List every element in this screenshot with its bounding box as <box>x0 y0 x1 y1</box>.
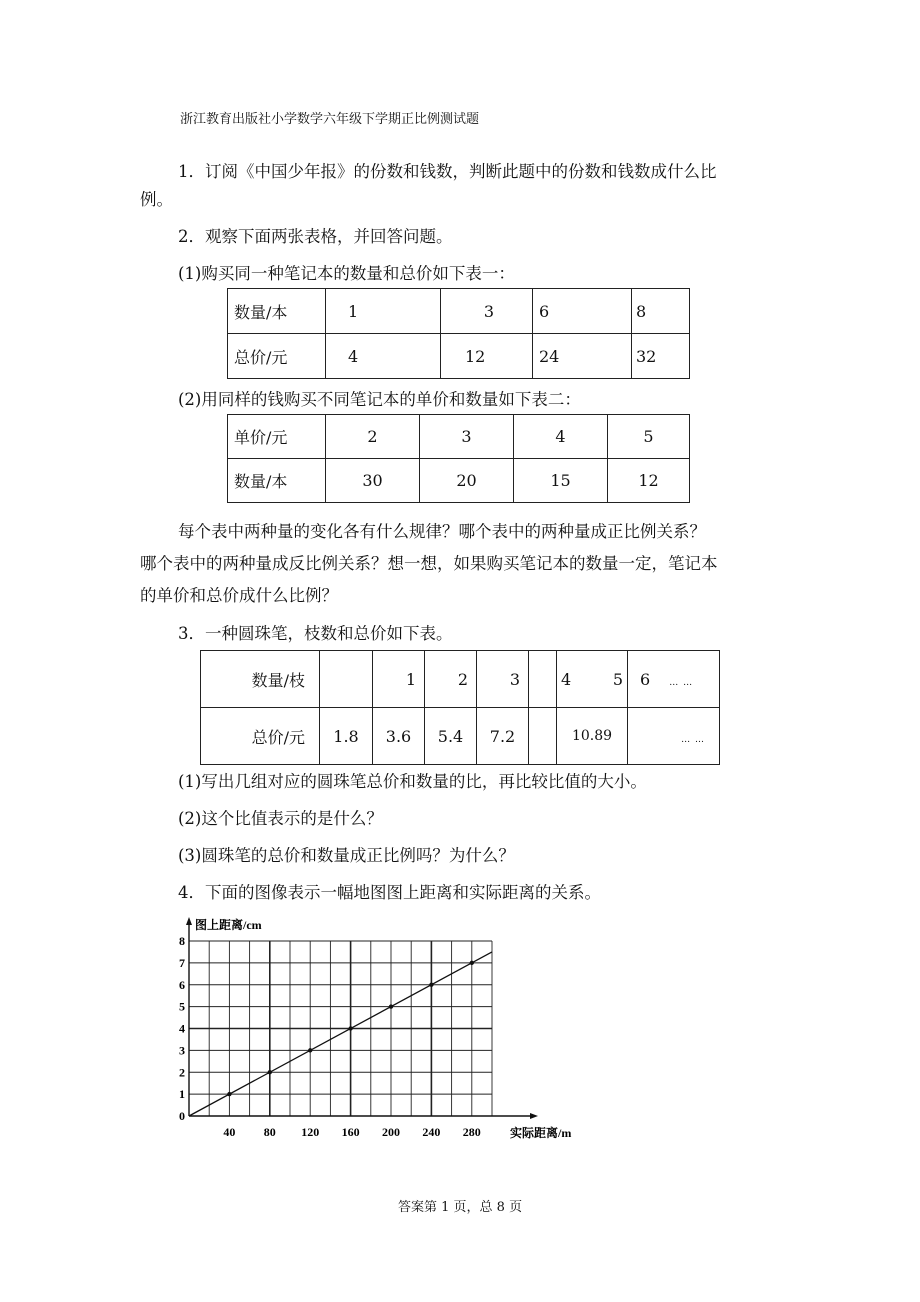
pen-price-table <box>200 650 720 765</box>
y-axis-arrow <box>186 917 192 925</box>
table-cell: 单价/元 <box>228 415 326 459</box>
table-cell: 20 <box>420 459 514 503</box>
table-cell: 3 <box>441 289 533 334</box>
table-cell: 30 <box>326 459 420 503</box>
table-cell: 5 <box>608 415 690 459</box>
q4-intro: 4．下面的图像表示一幅地图图上距离和实际距离的关系。 <box>178 883 601 902</box>
table-cell: 1 <box>326 289 441 334</box>
table-cell: 12 <box>441 334 533 379</box>
y-tick-label: 4 <box>179 1021 185 1036</box>
table-cell <box>529 651 557 708</box>
ellipsis: … … <box>681 734 705 745</box>
data-point <box>227 1092 231 1096</box>
table-row <box>228 334 690 379</box>
table-cell: 1.8 <box>320 708 373 765</box>
y-tick-label: 8 <box>179 934 185 948</box>
table-cell: 2 <box>425 651 477 708</box>
table-cell-value: 4 <box>561 669 572 689</box>
table-cell: 24 <box>533 334 632 379</box>
x-axis-label: 实际距离/m <box>510 1126 572 1140</box>
q2-sub2: (2)用同样的钱购买不同笔记本的单价和数量如下表二： <box>178 390 581 409</box>
table-cell <box>628 708 720 765</box>
table-cell: 12 <box>608 459 690 503</box>
q3-intro: 3．一种圆珠笔，枝数和总价如下表。 <box>178 624 453 643</box>
table-cell: 数量/本 <box>228 459 326 503</box>
ellipsis: … … <box>669 677 694 688</box>
x-tick-label: 80 <box>263 1125 276 1139</box>
table-cell <box>320 651 373 708</box>
table-cell: 3 <box>477 651 529 708</box>
table-cell-value: 5 <box>612 669 623 689</box>
table-cell: 15 <box>514 459 608 503</box>
x-tick-label: 280 <box>462 1125 481 1139</box>
x-tick-label: 200 <box>382 1125 400 1139</box>
series-line <box>189 952 492 1116</box>
table-cell: 5.4 <box>425 708 477 765</box>
table-cell: 4 <box>514 415 608 459</box>
data-point <box>268 1070 272 1074</box>
q1-text-line2: 例。 <box>140 190 173 209</box>
q2-question-line1: 每个表中两种量的变化各有什么规律？哪个表中的两种量成正比例关系？ <box>178 522 706 541</box>
table-row <box>228 415 690 459</box>
data-point <box>389 1004 393 1008</box>
table-cell: 1 <box>373 651 425 708</box>
q2-question-line2: 哪个表中的两种量成反比例关系？想一想，如果购买笔记本的数量一定，笔记本 <box>140 554 718 573</box>
notebook-price-table <box>227 288 690 379</box>
table-row <box>201 708 720 765</box>
document-header: 浙江教育出版社小学数学六年级下学期正比例测试题 <box>180 112 480 127</box>
q3-sub2: (2)这个比值表示的是什么？ <box>178 809 383 828</box>
data-point <box>470 961 474 965</box>
y-axis-label: 图上距离/cm <box>195 918 262 932</box>
x-axis-arrow <box>530 1113 538 1119</box>
table-row <box>201 651 720 708</box>
y-tick-label: 5 <box>179 999 185 1014</box>
table-row <box>228 459 690 503</box>
x-tick-label: 40 <box>223 1125 236 1139</box>
page-footer: 答案第 1 页，总 8 页 <box>398 1200 523 1215</box>
q2-sub1: (1)购买同一种笔记本的数量和总价如下表一： <box>178 264 515 283</box>
data-point <box>429 983 433 987</box>
table-row <box>228 289 690 334</box>
y-tick-label: 1 <box>179 1087 185 1102</box>
table-cell <box>628 651 720 708</box>
table-cell <box>529 708 557 765</box>
q1-text-line1: 1．订阅《中国少年报》的份数和钱数，判断此题中的份数和钱数成什么比 <box>178 162 717 181</box>
y-tick-label: 0 <box>179 1109 185 1123</box>
x-tick-label: 240 <box>422 1125 441 1139</box>
y-tick-label: 7 <box>179 955 185 970</box>
y-tick-label: 6 <box>179 977 185 992</box>
unit-price-table <box>227 414 690 503</box>
table-cell: 4 <box>326 334 441 379</box>
table-cell: 3.6 <box>373 708 425 765</box>
table-cell: 10.89 <box>557 708 628 765</box>
table-cell: 6 <box>533 289 632 334</box>
q2-question-line3: 的单价和总价成什么比例？ <box>140 586 338 605</box>
table-cell: 3 <box>420 415 514 459</box>
q3-sub1: (1)写出几组对应的圆珠笔总价和数量的比，再比较比值的大小。 <box>178 772 647 791</box>
x-tick-label: 120 <box>301 1125 320 1139</box>
table-cell: 数量/本 <box>228 289 326 334</box>
y-tick-label: 3 <box>179 1043 185 1058</box>
y-tick-label: 2 <box>179 1065 185 1080</box>
table-cell: 32 <box>632 334 690 379</box>
x-tick-label: 160 <box>341 1125 360 1139</box>
table-cell: 7.2 <box>477 708 529 765</box>
table-cell: 总价/元 <box>201 708 320 765</box>
q3-sub3: (3)圆珠笔的总价和数量成正比例吗？为什么？ <box>178 846 515 865</box>
table-cell <box>557 651 628 708</box>
table-cell: 总价/元 <box>228 334 326 379</box>
data-point <box>308 1048 312 1052</box>
distance-chart <box>170 908 600 1148</box>
data-point <box>348 1026 352 1030</box>
table-cell: 2 <box>326 415 420 459</box>
table-cell: 数量/枝 <box>201 651 320 708</box>
table-cell: 8 <box>632 289 690 334</box>
q2-intro: 2．观察下面两张表格，并回答问题。 <box>178 227 453 246</box>
table-cell-value: 6 <box>640 669 651 689</box>
